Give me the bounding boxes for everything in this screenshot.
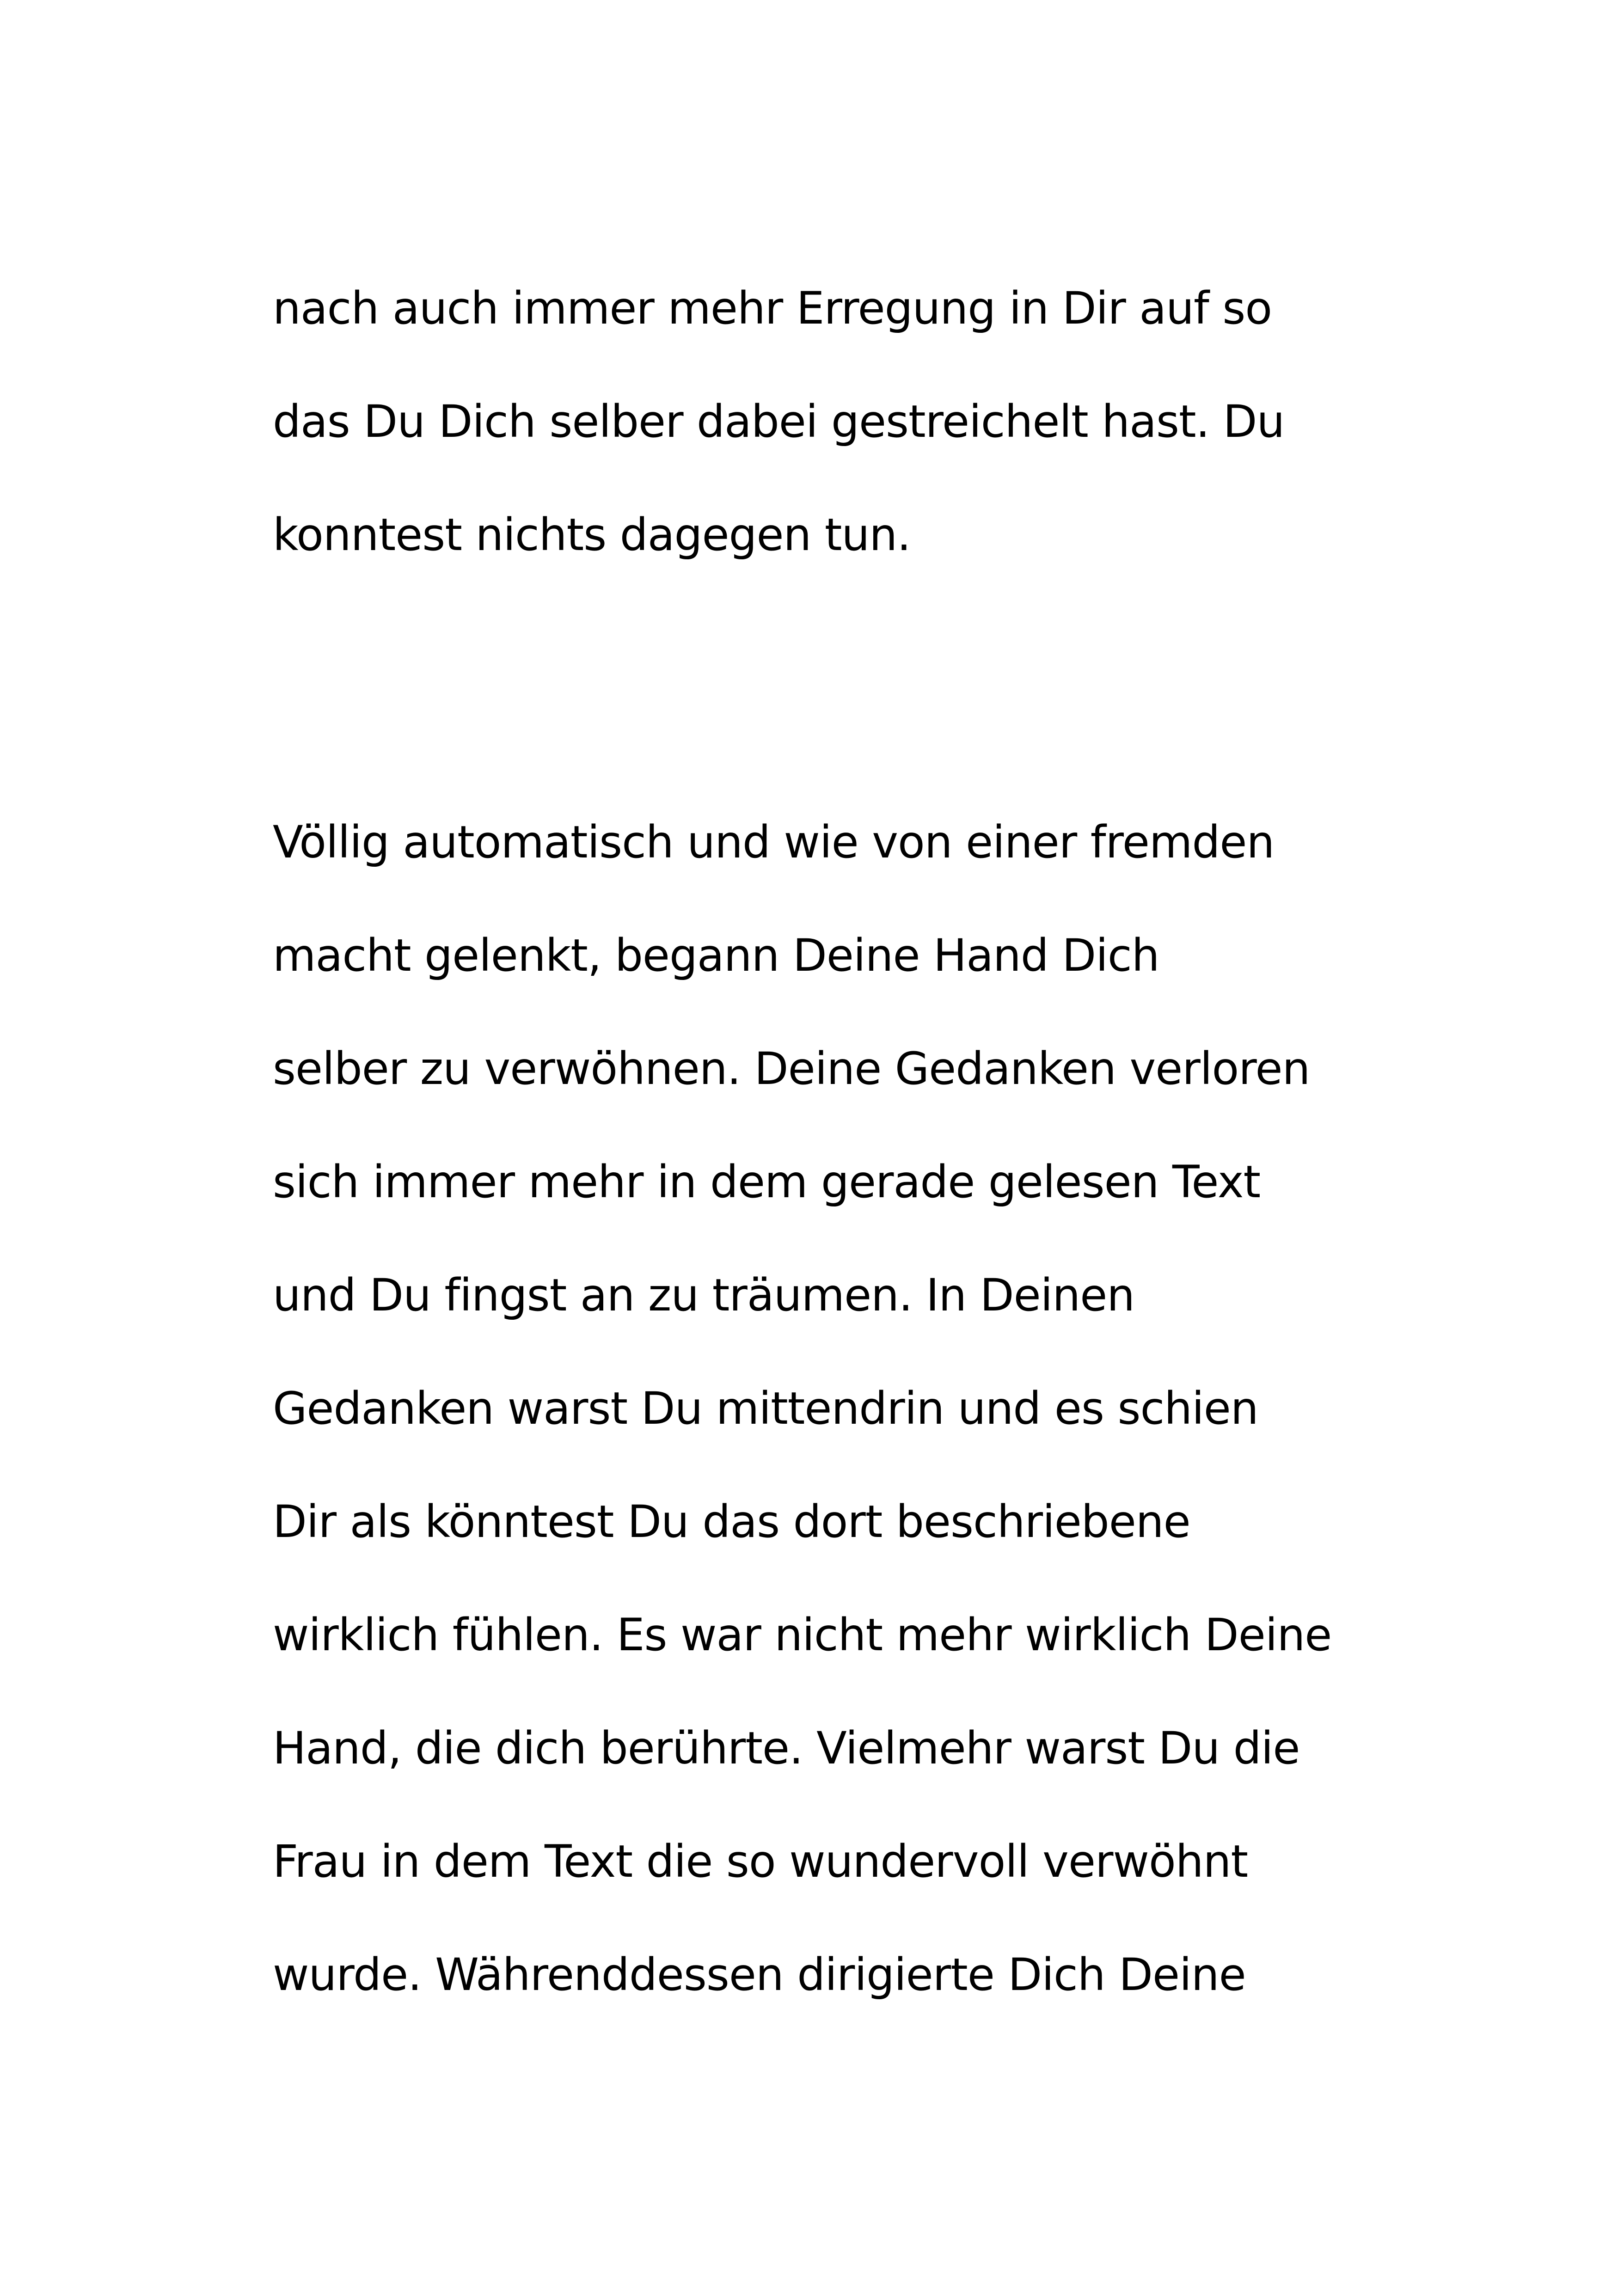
text-line: Dir als könntest Du das dort beschriebene — [273, 1496, 1190, 1548]
text-line: selber zu verwöhnen. Deine Gedanken verloren — [273, 1043, 1310, 1095]
text-line: wirklich fühlen. Es war nicht mehr wirklich Deine — [273, 1609, 1332, 1661]
text-line: wurde. Währenddessen dirigierte Dich Deine — [273, 1949, 1246, 2001]
text-line: nach auch immer mehr Erregung in Dir auf so — [273, 282, 1272, 334]
text-line: Hand, die dich berührte. Vielmehr warst Du die — [273, 1722, 1300, 1774]
paragraph — [273, 252, 1521, 592]
text-line: sich immer mehr in dem gerade gelesen Text — [273, 1156, 1261, 1208]
text-line: und Du fingst an zu träumen. In Deinen — [273, 1269, 1135, 1321]
text-line: Gedanken warst Du mittendrin und es schien — [273, 1383, 1258, 1434]
text-line: das Du Dich selber dabei gestreichelt hast. Du — [273, 396, 1285, 447]
text-line: Völlig automatisch und wie von einer fremden — [273, 816, 1275, 868]
text-line: konntest nichts dagegen tun. — [273, 509, 911, 561]
text-line: Frau in dem Text die so wundervoll verwöhnt — [273, 1836, 1248, 1887]
paragraph — [273, 786, 1521, 2032]
text-line: macht gelenkt, begann Deine Hand Dich — [273, 930, 1159, 981]
